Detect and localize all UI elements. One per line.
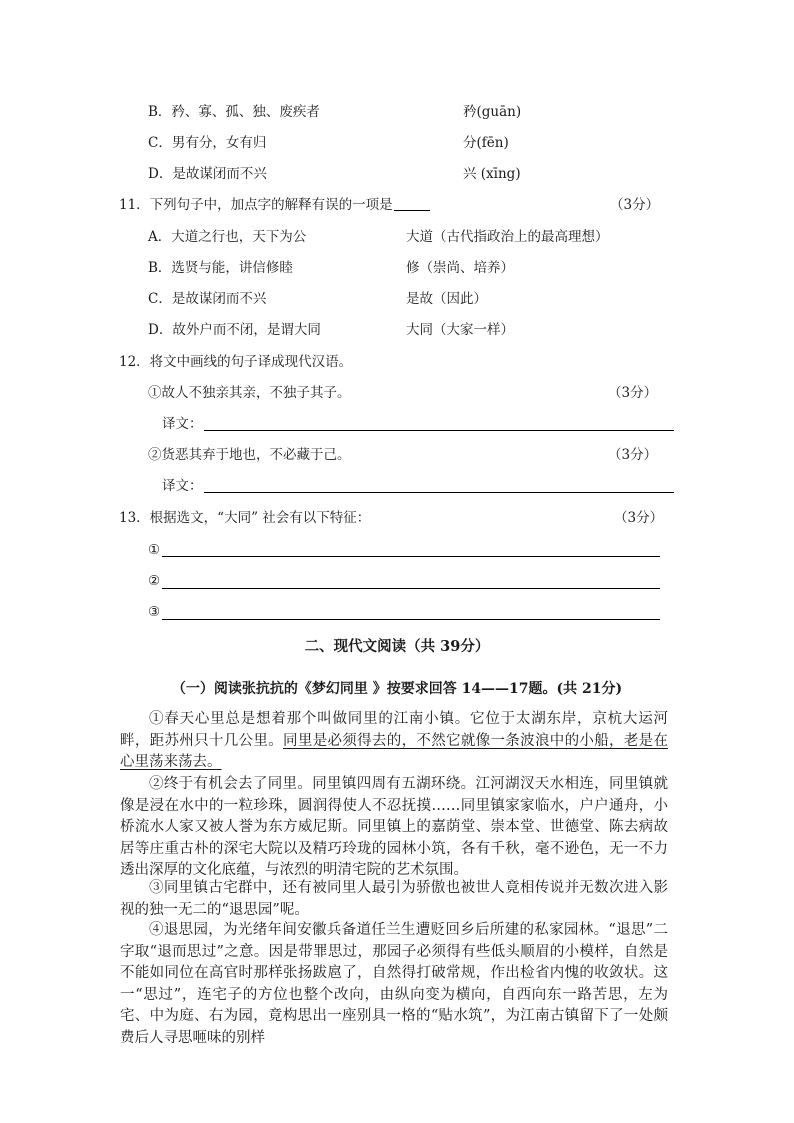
q11-option-a-answer: 大道（古代指政治上的最高理想） [406,229,609,245]
q13-answer-line-3[interactable] [162,619,660,620]
q10-option-b-answer: 矜(guān) [463,104,522,120]
q12-item-1-answer-line[interactable] [204,430,674,431]
q11-stem-text: 11．下列句子中，加点字的解释有误的一项是 [119,197,393,213]
passage-paragraph-4: ④退思园，为光绪年间安徽兵备道任兰生遭贬回乡后所建的私家园林。“退思”二字取“退而思过”之意。因是带罪思过，那园子必须得有些低头顺眉的小模样，自然是不能如同位在高官时那样张扬跋扈了，自然得打破常规，作出检省内愧的收敛状。这一“思过”，连宅子的方位也整个改向，由纵向变为横向，自西向东一路苦思，左为宅、中为庭、右为园，竟构思出一座别具一格的“贴水筑”，为江南古镇留下了一处颇费后人寻思咂味的别样 [120,922,668,1046]
section-subtitle: （一）阅读张抗抗的《梦幻同里 》按要求回答 14——17题。(共 21分) [171,681,623,697]
q12-item-2: ②货恶其弃于地也，不必藏于己。 [148,447,351,463]
q13-marker-1: ① [148,542,161,558]
q12-item-2-answer-line[interactable] [204,492,674,493]
q11-option-b: B．选贤与能，讲信修睦 [148,260,293,276]
q13-answer-line-2[interactable] [162,588,660,589]
q10-option-d: D．是故谋闭而不兴 [148,166,267,182]
q13-marker-3: ③ [148,604,161,620]
passage-p1-text: ①春天心里总是想着那个叫做同里的江南小镇。它位于太湖东岸，京杭大运河畔，距苏州只十几公里。 [120,711,668,749]
q13-score: （3分） [614,510,664,526]
section-title: 二、现代文阅读（共 39分） [304,638,490,655]
q12-item-1-score: （3分） [608,385,658,401]
passage-paragraph-1 [120,709,668,774]
q11-option-c: C．是故谋闭而不兴 [148,291,267,307]
q11-answer-blank[interactable] [394,196,430,211]
q10-option-d-answer: 兴 (xīng) [463,166,521,182]
q10-option-b: B．矜、寡、孤、独、废疾者 [148,104,320,120]
q11-option-b-answer: 修（崇尚、培养） [406,260,514,276]
q12-stem: 12．将文中画线的句子译成现代汉语。 [119,354,353,370]
q12-item-1-label: 译文： [162,416,203,432]
q11-score: （3分） [610,197,660,213]
q11-option-c-answer: 是故（因此） [406,291,487,307]
q12-item-2-score: （3分） [608,447,658,463]
passage-paragraph-2: ②终于有机会去了同里。同里镇四周有五湖环绕。江河湖汊天水相连，同里镇就像是浸在水中的一粒珍珠，圆润得使人不忍抚摸……同里镇家家临水，户户通舟，小桥流水人家又被人誉为东方威尼斯。同里镇上的嘉荫堂、崇本堂、世德堂、陈去病故居等庄重古朴的深宅大院以及精巧玲珑的园林小筑，各有千秋，毫不逊色，无一不力透出深厚的文化底蕴，与浓烈的明清宅院的艺术氛围。 [120,776,668,878]
q13-answer-line-1[interactable] [162,556,660,557]
q11-option-d: D．故外户而不闭，是谓大同 [148,322,321,338]
q13-stem: 13．根据选文，“大同” 社会有以下特征： [119,510,371,526]
passage-paragraph-3: ③同里镇古宅群中，还有被同里人最引为骄傲也被世人竟相传说并无数次进入影视的独一无二的“退思园”呢。 [120,880,668,918]
q10-option-c: C．男有分，女有归 [148,135,267,151]
q10-option-c-answer: 分(fēn) [463,135,509,151]
q11-stem [119,196,430,214]
q13-marker-2: ② [148,573,161,589]
q11-option-a: A．大道之行也，天下为公 [148,229,307,245]
q12-item-2-label: 译文： [162,478,203,494]
q12-item-1: ①故人不独亲其亲，不独子其子。 [148,385,351,401]
q11-option-d-answer: 大同（大家一样） [406,322,514,338]
passage-p1-underlined-sentence: 同里是必须得去的，不然它就像一条波浪中的小船，老是在心里荡来荡去。 [120,732,668,770]
